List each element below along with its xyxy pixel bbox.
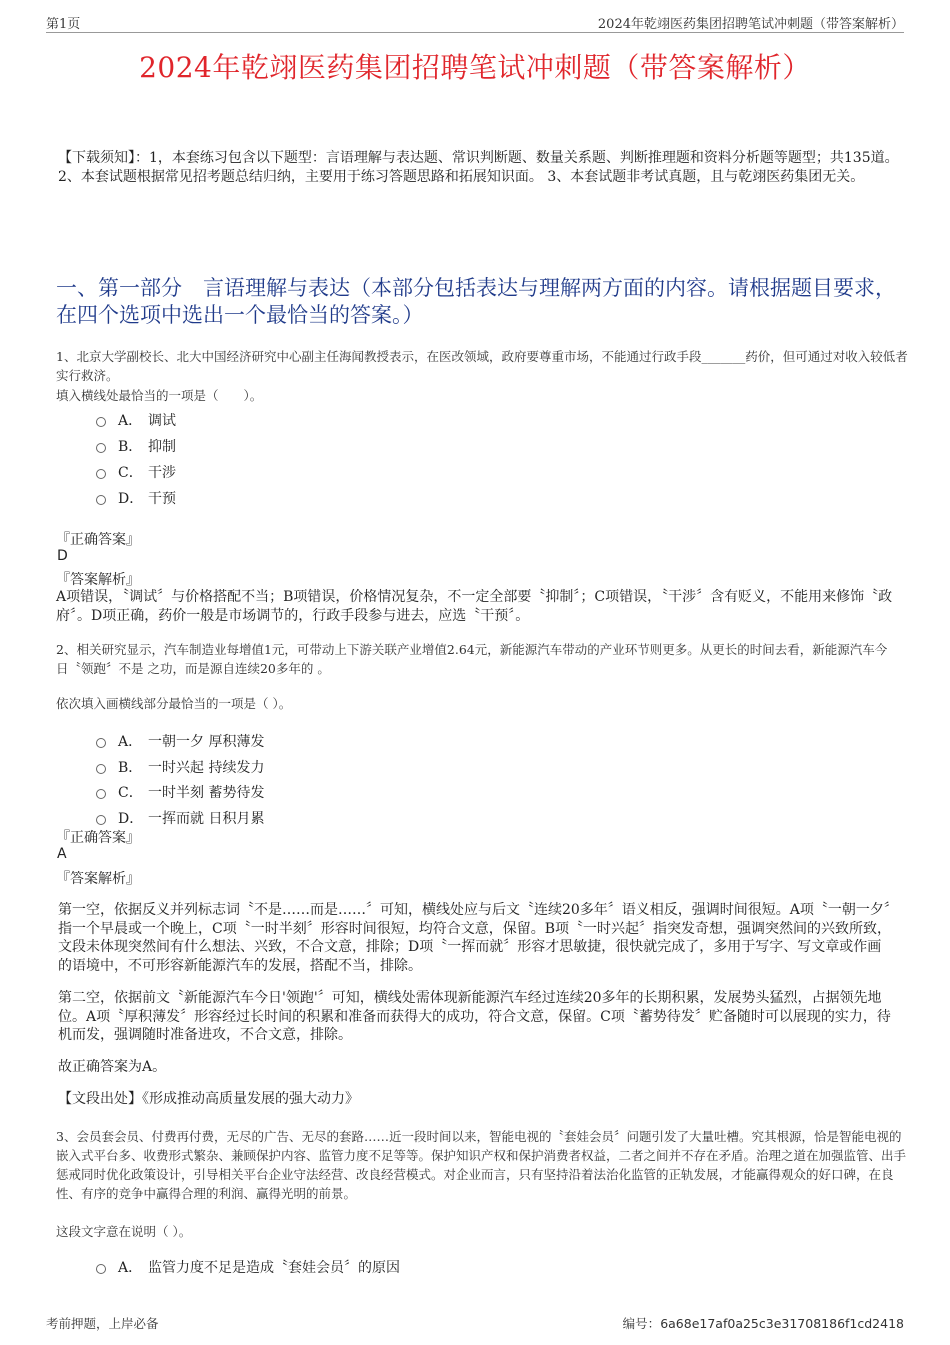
option-text: 一朝一夕 厚积薄发 (148, 734, 265, 750)
radio-icon[interactable] (96, 469, 106, 479)
question-1-option-a[interactable] (96, 410, 176, 430)
question-2-analysis-blank-1: 第一空，依据反义并列标志词〝不是……而是……〞可知，横线处应与后文〝连续20多年〞语义相反，强调时间很短。A项〝一朝一夕〞指一个早晨或一个晚上，C项〝一时半刻〞形容时间很短，均符合文意，保留。B项〝一时兴起〞指突发奇想，强调突然间的兴致所致，文段未体现突然间有什么想法、兴致，不合文意，排除；D项〝一挥而就〞形容才思敏捷，很快就完成了，多用于写字、写文章或作画的语境中，不可形容新能源汽车的发展，搭配不当，排除。 (58, 902, 891, 974)
footer-code (623, 1314, 904, 1332)
option-letter: A． (118, 734, 143, 750)
question-2-answer: A (57, 846, 67, 862)
option-letter: A． (118, 413, 143, 429)
question-3-prompt: 这段文字意在说明（ ）。 (56, 1224, 192, 1239)
radio-icon[interactable] (96, 764, 106, 774)
option-text: 调试 (148, 413, 176, 429)
correct-answer-label: 『正确答案』 (56, 830, 140, 846)
download-notice: 【下载须知】：1，本套练习包含以下题型：言语理解与表达题、常识判断题、数量关系题、判断推理题和资料分析题等题型；共135道。 2、本套试题根据常见招考题总结归纳，主要用于练习答题思路和拓展知识面。 3、本套试题非考试真题，且与乾翊医药集团无关。 (58, 150, 899, 185)
option-text: 监管力度不足是造成〝套娃会员〞的原因 (148, 1260, 400, 1276)
question-2-analysis-blank-2: 第二空，依据前文〝新能源汽车今日'领跑'〞可知，横线处需体现新能源汽车经过连续20多年的长期积累，发展势头猛烈，占据领先地位。A项〝厚积薄发〞形容经过长时间的积累和准备而获得大的成功，符合文意，保留。C项〝蓄势待发〞贮备随时可以展现的实力，待机而发，强调随时准备进攻，不合文意，排除。 (58, 990, 891, 1043)
radio-icon[interactable] (96, 738, 106, 748)
footer-code-label: 编号： (622, 1316, 661, 1331)
option-text: 一挥而就 日积月累 (148, 811, 265, 827)
correct-answer-label: 『正确答案』 (56, 532, 140, 548)
question-2-option-b[interactable] (96, 757, 264, 777)
section-heading: 一、第一部分 言语理解与表达（本部分包括表达与理解两方面的内容。请根据题目要求，在四个选项中选出一个最恰当的答案。） (56, 276, 896, 327)
option-letter: D． (118, 811, 144, 827)
page-number: 第1页 (46, 17, 81, 32)
question-2-option-d[interactable] (96, 808, 264, 828)
question-2-source: 【文段出处】《形成推动高质量发展的强大动力》 (58, 1091, 359, 1107)
option-text: 干涉 (148, 465, 176, 481)
radio-icon[interactable] (96, 443, 106, 453)
question-1-option-d[interactable] (96, 488, 176, 508)
option-letter: C． (118, 465, 143, 481)
question-1-answer: D (57, 548, 68, 564)
question-2-option-a[interactable] (96, 731, 264, 751)
document-title: 2024年乾翊医药集团招聘笔试冲刺题（带答案解析） (139, 51, 811, 84)
option-text: 抑制 (148, 439, 176, 455)
question-3-option-a[interactable] (96, 1257, 400, 1277)
question-2-conclusion: 故正确答案为A。 (58, 1059, 167, 1075)
footer-code-value: 6a68e17af0a25c3e31708186f1cd2418 (660, 1316, 904, 1331)
question-1-stem: 1、北京大学副校长、北大中国经济研究中心副主任海闻教授表示，在医改领域，政府要尊重市场，不能通过行政手段_______药价，但可通过对收入较低者实行救济。 (56, 349, 908, 383)
option-letter: B． (118, 760, 143, 776)
running-title: 2024年乾翊医药集团招聘笔试冲刺题（带答案解析） (597, 17, 904, 32)
question-1-analysis: A项错误，〝调试〞与价格搭配不当；B项错误，价格情况复杂，不一定全部要〝抑制〞；C项错误，〝干涉〞含有贬义，不能用来修饰〝政府〞。D项正确，药价一般是市场调节的，行政手段参与进去，应选〝干预〞。 (56, 589, 893, 624)
radio-icon[interactable] (96, 1264, 106, 1274)
option-letter: C． (118, 785, 143, 801)
radio-icon[interactable] (96, 417, 106, 427)
option-text: 干预 (148, 491, 176, 507)
question-1-option-b[interactable] (96, 436, 176, 456)
option-text: 一时兴起 持续发力 (148, 760, 265, 776)
analysis-label: 『答案解析』 (56, 871, 140, 887)
radio-icon[interactable] (96, 789, 106, 799)
radio-icon[interactable] (96, 815, 106, 825)
option-letter: D． (118, 491, 144, 507)
question-2-stem: 2、相关研究显示，汽车制造业每增值1元，可带动上下游关联产业增值2.64元，新能源汽车带动的产业环节则更多。从更长的时间去看，新能源汽车今日〝领跑〞不是 之功，而是源自连续20多年的 。 (56, 642, 888, 676)
question-2-prompt: 依次填入画横线部分最恰当的一项是（ ）。 (56, 696, 292, 711)
option-letter: A． (118, 1260, 143, 1276)
radio-icon[interactable] (96, 495, 106, 505)
question-1-option-c[interactable] (96, 462, 176, 482)
question-1-prompt: 填入横线处最恰当的一项是（ ）。 (56, 388, 263, 403)
option-text: 一时半刻 蓄势待发 (148, 785, 265, 801)
analysis-label: 『答案解析』 (56, 572, 140, 588)
option-letter: B． (118, 439, 143, 455)
question-2-option-c[interactable] (96, 782, 264, 802)
question-3-stem: 3、会员套会员、付费再付费，无尽的广告、无尽的套路……近一段时间以来，智能电视的〝套娃会员〞问题引发了大量吐槽。究其根源，恰是智能电视的嵌入式平台多、收费形式繁杂、兼顾保护内容、监管力度不足等等。保护知识产权和保护消费者权益，二者之间并不存在矛盾。治理之道在加强监管、出手惩戒同时优化政策设计，引导相关平台企业守法经营、改良经营模式。对企业而言，只有坚持沿着法治化监管的正轨发展，才能赢得观众的好口碑，在良性、有序的竞争中赢得合理的利润、赢得光明的前景。 (56, 1129, 907, 1201)
header-divider (46, 32, 904, 33)
footer-slogan: 考前押题，上岸必备 (46, 1316, 159, 1331)
